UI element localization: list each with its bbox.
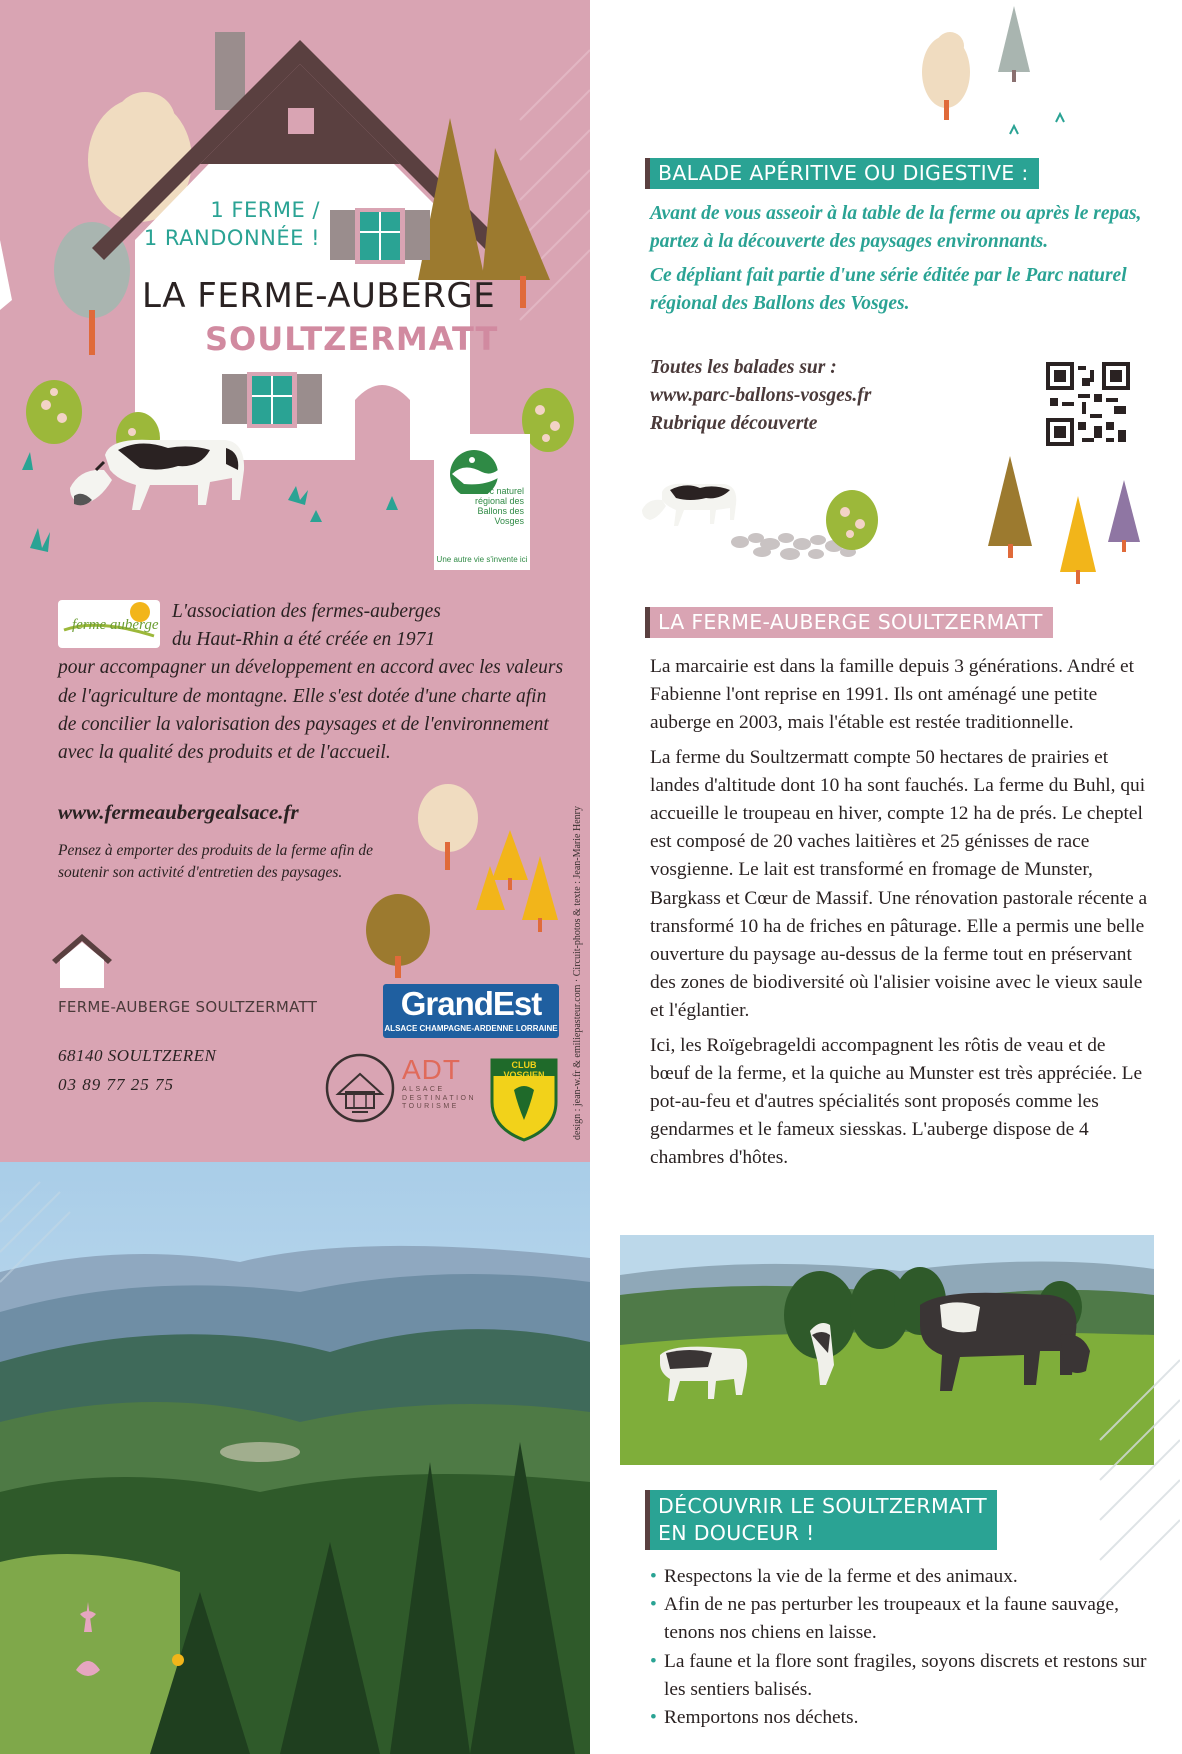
cows-photo-image [620, 1235, 1154, 1465]
grandest-logo-sub: ALSACE CHAMPAGNE-ARDENNE LORRAINE [384, 1024, 558, 1033]
decouvrir-heading-line-2: EN DOUCEUR ! [658, 1520, 987, 1547]
club-vosgien-logo-text: CLUB VOSGIEN [503, 1060, 545, 1080]
grandest-logo [383, 984, 559, 1038]
list-item [650, 1591, 1150, 1647]
balade-links [650, 354, 1030, 438]
bullet-icon: • [650, 1707, 657, 1729]
balade-intro-2: Ce dépliant fait partie d'une série éditée par le Parc naturel régional des Ballons des Vosges. [650, 265, 1127, 314]
balade-links-line-3: Rubrique découverte [650, 413, 818, 434]
decouvrir-heading-line-1: DÉCOUVRIR LE SOULTZERMATT [658, 1494, 987, 1518]
bullet-icon: • [650, 1650, 657, 1672]
top-trees-illustration [910, 0, 1080, 140]
list-item [650, 1704, 1150, 1732]
adt-logo [402, 1054, 477, 1112]
address-phone[interactable]: 03 89 77 25 75 [58, 1075, 174, 1094]
tip-text: La faune et la flore sont fragiles, soyons discrets et restons sur les sentiers balisés. [664, 1650, 1147, 1700]
association-text-line-1: L'association des fermes-auberges [172, 601, 441, 622]
club-vosgien-logo [490, 1058, 558, 1142]
cows-photo [620, 1235, 1154, 1465]
tree-brown-2 [482, 148, 550, 280]
tips-list [650, 1563, 1150, 1732]
cover-panel [0, 0, 590, 1162]
parc-logo [434, 434, 530, 570]
adt-logo-sub-2: DESTINATION [402, 1094, 477, 1102]
grandest-logo-main: GrandEst [400, 985, 542, 1022]
parc-logo-tagline: Une autre vie s'invente ici [436, 555, 528, 564]
tip-text: Afin de ne pas perturber les troupeaux et la faune sauvage, tenons nos chiens en laisse. [664, 1594, 1119, 1644]
ferme-paragraph-2: La ferme du Soultzermatt compte 50 hectares de prairies et landes d'altitude dont 10 ha sont fauchés. La ferme du Buhl, qui accueille le troupeau en hiver, compte 12 ha de prés. Le cheptel est composé de 20 vaches laitières et 25 génisses de race vosgienne. Le lait est transformé en fromage de Munster, Bargkass et Cœur de Massif. Une rénovation pastorale récente a transformé 10 ha de friches en pâturage. Elle a permis une belle ouverture du paysage au-dessus de la ferme tout en préservant des zones de biodiversité où l'alisier voisine avec le vieux saule et l'églantier. [650, 746, 1148, 1022]
cow-illustration [70, 440, 244, 510]
edge-shape [0, 240, 12, 310]
promo-line-2: 1 RANDONNÉE ! [143, 226, 320, 250]
alsace-emblem-icon [324, 1052, 396, 1124]
chimney [215, 32, 245, 110]
pasture-illustration [640, 450, 1150, 590]
qr-code-icon[interactable] [1046, 362, 1130, 446]
door [355, 385, 410, 460]
parc-emblem-icon [434, 434, 530, 494]
association-note: Pensez à emporter des produits de la ferme afin de soutenir son activité d'entretien des paysages. [58, 842, 373, 881]
association-text-rest: pour accompagner un développement en accord avec les valeurs de l'agriculture de montagne. Elle s'est dotée d'une charte afin de concilier la valorisation des paysages et de l'environnement avec la qualité des produits et de l'accueil. [58, 657, 564, 764]
list-item [650, 1648, 1150, 1704]
bullet-icon: • [650, 1566, 657, 1587]
balade-heading: BALADE APÉRITIVE OU DIGESTIVE : [645, 158, 1039, 189]
promo-line-1: 1 FERME / [210, 198, 320, 222]
association-text [58, 598, 568, 767]
ferme-body [650, 653, 1150, 1179]
trees-illustration [360, 780, 570, 980]
cover-subtitle: SOULTZERMATT [205, 320, 499, 358]
ferme-auberge-logo-text: ferme auberge [72, 617, 159, 633]
tip-text: Respectons la vie de la ferme et des animaux. [664, 1566, 1018, 1587]
adt-logo-sub-3: TOURISME [402, 1103, 459, 1110]
landscape-photo-image [0, 1162, 590, 1754]
ferme-paragraph-1: La marcairie est dans la famille depuis 3 générations. André et Fabienne l'ont reprise en 1991. Ils ont aménagé une petite auberge en 2003, mais l'étable est restée traditionnelle. [650, 656, 1135, 734]
landscape-photo [0, 1162, 590, 1754]
ferme-heading: LA FERME-AUBERGE SOULTZERMATT [645, 607, 1053, 638]
balade-intro-1: Avant de vous asseoir à la table de la ferme ou après le repas, partez à la découverte des paysages environnants. [650, 203, 1142, 252]
credits-vertical: design : jean-w.fr & emiliepasteur.com · Circuit-photos & texte : Jean-Marie Henry [572, 806, 583, 1140]
address-city: 68140 SOULTZEREN [58, 1046, 217, 1065]
list-item [650, 1563, 1150, 1591]
left-panel [0, 0, 590, 1754]
balade-intro [650, 200, 1170, 324]
bullet-icon: • [650, 1594, 657, 1616]
adt-logo-main: ADT [402, 1054, 461, 1085]
hatch-decoration-right [1080, 1320, 1180, 1620]
promo-tagline [120, 196, 320, 252]
association-website-link[interactable]: www.fermeaubergealsace.fr [58, 800, 299, 824]
house-icon [50, 930, 114, 990]
balade-website-link[interactable]: www.parc-ballons-vosges.fr [650, 385, 872, 406]
tip-text: Remportons nos déchets. [664, 1707, 859, 1729]
association-text-line-2: du Haut-Rhin a été créée en 1971 [172, 629, 436, 651]
decouvrir-heading [645, 1490, 997, 1550]
adt-logo-sub-1: ALSACE [402, 1086, 445, 1093]
cover-title: LA FERME-AUBERGE [142, 276, 496, 316]
parc-logo-name: Parc naturel régional des Ballons des Vosges [474, 486, 524, 526]
cow-small-illustration [642, 484, 736, 526]
address-name: FERME-AUBERGE SOULTZERMATT [58, 998, 318, 1016]
balade-links-line-1: Toutes les balades sur : [650, 357, 837, 378]
ferme-paragraph-3: Ici, les Roïgebrageldi accompagnent les rôtis de veau et de bœuf de la ferme, et la quiche au Munster est très appréciée. Le pot-au-feu et d'autres spécialités sont proposés comme les gendarmes et le fameux siesskas. L'auberge dispose de 4 chambres d'hôtes. [650, 1034, 1143, 1169]
